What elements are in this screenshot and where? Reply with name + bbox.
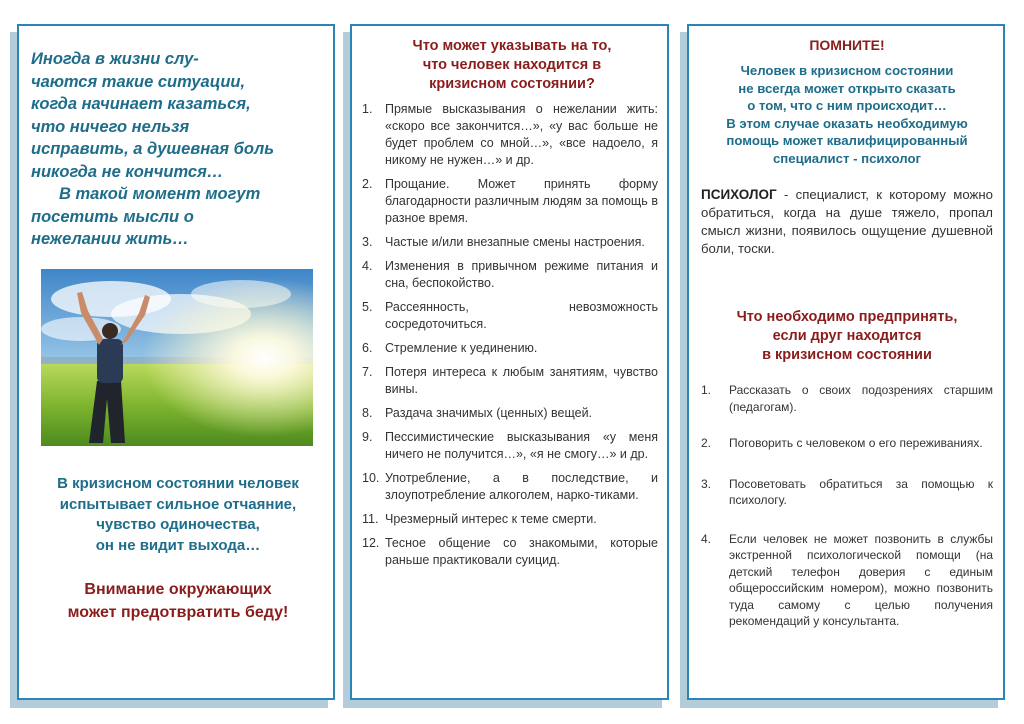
crisis-description: [29, 474, 327, 556]
heading-line: если друг находится: [772, 328, 922, 344]
heading-line: в кризисном состоянии: [762, 347, 932, 363]
remember-line: не всегда может открыто сказать: [738, 80, 956, 96]
list-item: [701, 476, 993, 509]
list-item: [701, 531, 993, 630]
item-text: Употребление, а в последствие, и злоупотребление алкоголем, нарко-тиками.: [385, 471, 658, 502]
brochure-panel-right: [687, 24, 1005, 700]
remember-heading: ПОМНИТЕ!: [809, 37, 885, 53]
definition-text: - специалист, к которому можно обратиться, когда на душе тяжело, пропал смысл жизни, появилось ощущение душевной боли, тоски.: [701, 187, 993, 256]
item-text: Рассеянность, невозможность сосредоточиться.: [385, 300, 658, 331]
item-text: Частые и/или внезапные смены настроения.: [385, 235, 645, 249]
item-number: 10.: [362, 471, 380, 485]
item-text: Пессимистические высказывания «у меня ничего не получится…», «я не смогу…» и др.: [385, 430, 658, 461]
actions-list: [701, 382, 993, 630]
definition-term: ПСИХОЛОГ: [701, 187, 777, 202]
item-number: 1.: [701, 383, 712, 397]
list-item: [362, 176, 658, 227]
item-text: Потеря интереса к любым занятиям, чувство вины.: [385, 365, 658, 396]
item-text: Тесное общение со знакомыми, которые раньше практиковали суицид.: [385, 536, 658, 567]
heading-line: Что может указывать на то,: [412, 38, 612, 54]
lead-line: он не видит выхода…: [95, 536, 261, 554]
item-number: 6.: [362, 341, 373, 355]
list-item: [362, 364, 658, 398]
list-item: [362, 340, 658, 357]
item-text: Стремление к уединению.: [385, 341, 538, 355]
intro-line: никогда не кончится…: [31, 162, 224, 181]
intro-line: В такой момент могут: [59, 185, 261, 203]
signs-heading: [362, 37, 662, 94]
item-number: 4.: [701, 531, 712, 546]
item-number: 11.: [362, 512, 379, 526]
item-number: 2.: [362, 177, 373, 191]
intro-line: посетить мысли о: [31, 207, 194, 226]
item-number: 3.: [701, 476, 712, 491]
crisis-signs-list: [362, 101, 658, 576]
item-number: 3.: [362, 235, 373, 249]
list-item: [362, 405, 658, 422]
remember-line: специалист - психолог: [772, 150, 922, 166]
actions-heading: [699, 308, 995, 365]
intro-text: [31, 48, 325, 251]
item-text: Посоветовать обратиться за помощью к психологу.: [729, 476, 993, 507]
brochure-panel-left: [17, 24, 335, 700]
list-item: [362, 258, 658, 292]
item-text: Чрезмерный интерес к теме смерти.: [385, 512, 597, 526]
intro-line: чаются такие ситуации,: [31, 72, 246, 91]
item-text: Прямые высказывания о нежелании жить: «скоро все закончится…», «у вас больше не будет проблем со мной…», «все надоело, я никому не нужен…» и др.: [385, 102, 658, 167]
intro-line: что ничего нельзя: [31, 117, 190, 136]
item-text: Раздача значимых (ценных) вещей.: [385, 406, 593, 420]
list-item: [362, 429, 658, 463]
heading-line: кризисном состоянии?: [429, 76, 595, 92]
item-number: 9.: [362, 430, 373, 444]
warning-callout: [27, 578, 329, 624]
remember-line: В этом случае оказать необходимую: [726, 115, 968, 131]
remember-text: [699, 62, 995, 168]
lead-line: В кризисном состоянии человек: [57, 475, 299, 492]
item-number: 1.: [362, 102, 373, 116]
man-in-field-photo: [41, 269, 313, 446]
intro-line: когда начинает казаться,: [31, 95, 251, 113]
list-item: [362, 299, 658, 333]
remember-line: Человек в кризисном состоянии: [740, 63, 954, 78]
warning-line: может предотвратить беду!: [67, 604, 289, 621]
intro-line: нежелании жить…: [31, 230, 189, 248]
item-text: Прощание. Может принять форму благодарности различным людям за помощь в разное время.: [385, 177, 658, 225]
item-text: Если человек не может позвонить в службы экстренной психологической помощи (на детский телефон доверия с единым общероссийским номером), можно позвонить туда самому с целью получения рекомендаций у консультанта.: [729, 531, 993, 628]
heading-line: Что необходимо предпринять,: [736, 309, 958, 325]
lead-line: чувство одиночества,: [96, 516, 260, 533]
remember-line: о том, что с ним происходит…: [747, 98, 947, 114]
item-number: 8.: [362, 406, 373, 420]
list-item: [362, 234, 658, 251]
list-item: [701, 435, 993, 452]
list-item: [362, 535, 658, 569]
lead-line: испытывает сильное отчаяние,: [59, 495, 297, 513]
item-number: 5.: [362, 300, 373, 314]
item-number: 2.: [701, 436, 712, 450]
list-item: [701, 382, 993, 415]
psychologist-definition: [701, 186, 993, 258]
intro-line: исправить, а душевная боль: [31, 140, 275, 158]
item-text: Рассказать о своих подозрениях старшим (педагогам).: [729, 383, 993, 414]
remember-line: помощь может квалифицированный: [726, 133, 968, 149]
heading-line: что человек находится в: [422, 57, 602, 73]
item-text: Поговорить с человеком о его переживаниях.: [729, 436, 983, 450]
item-text: Изменения в привычном режиме питания и сна, беспокойство.: [385, 259, 658, 290]
item-number: 12.: [362, 536, 380, 550]
list-item: [362, 101, 658, 169]
list-item: [362, 511, 658, 528]
brochure-panel-middle: [350, 24, 669, 700]
list-item: [362, 470, 658, 504]
warning-line: Внимание окружающих: [84, 581, 272, 598]
item-number: 4.: [362, 259, 373, 273]
item-number: 7.: [362, 365, 373, 379]
intro-line: Иногда в жизни слу-: [31, 50, 199, 68]
